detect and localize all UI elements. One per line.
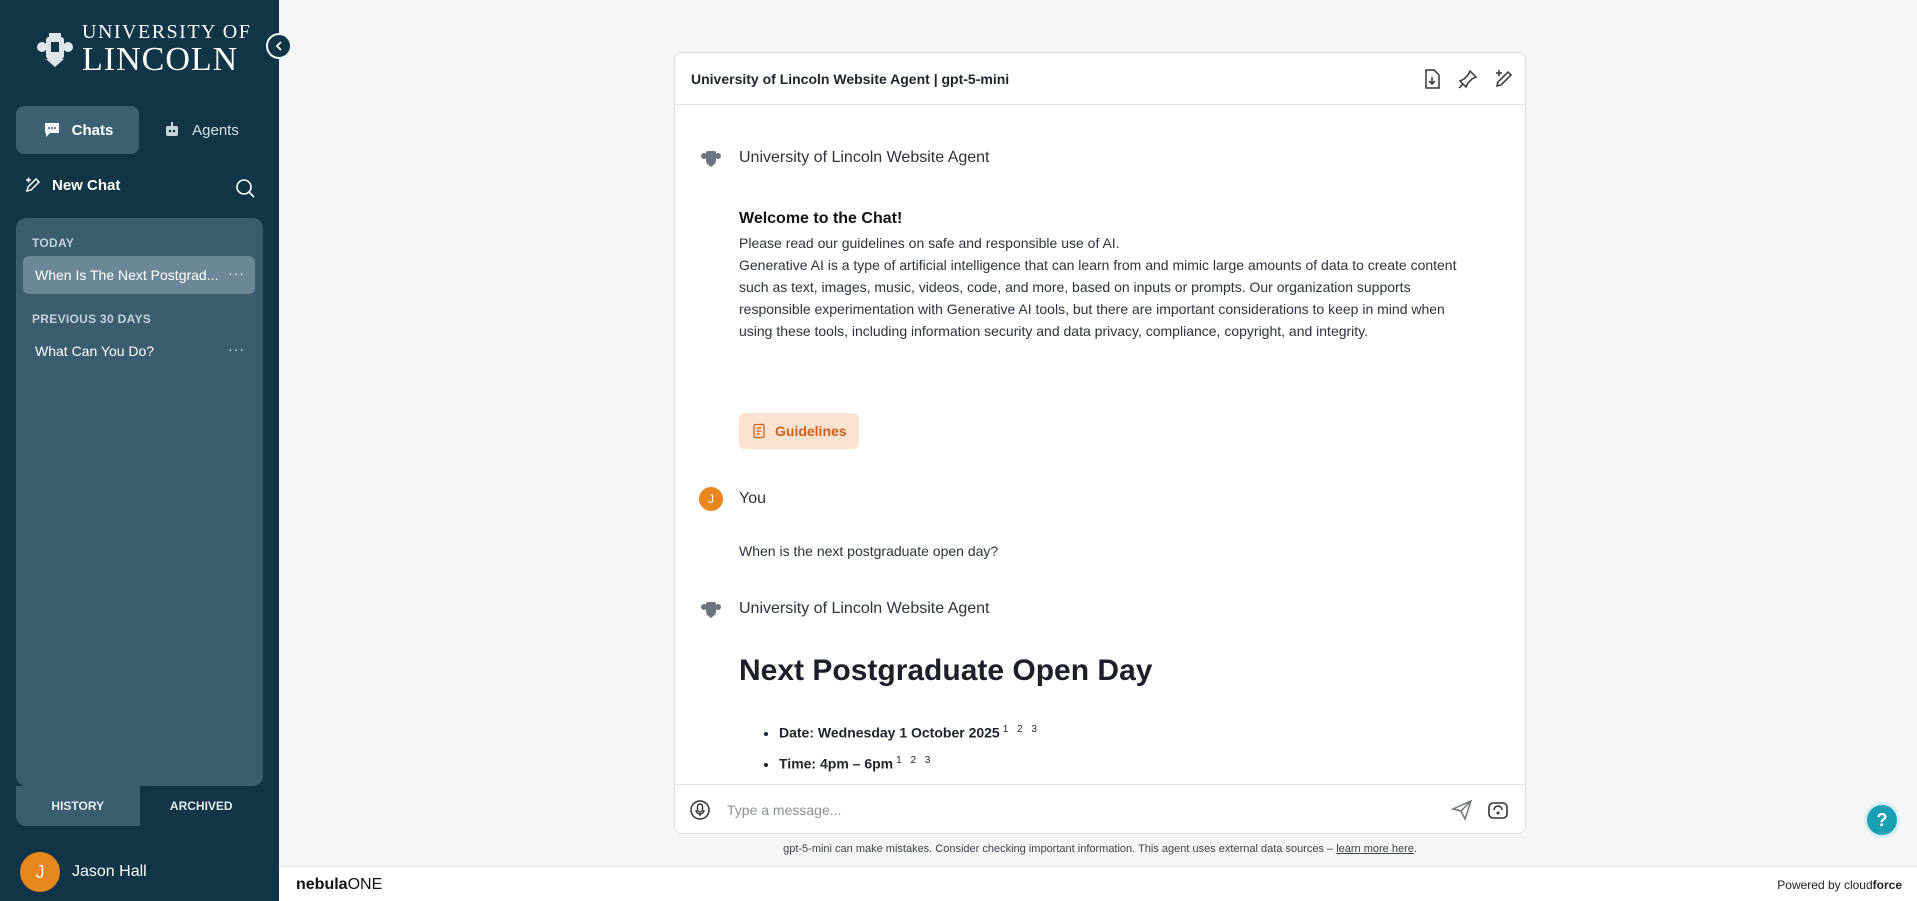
microphone-icon[interactable] [689, 799, 711, 821]
agent-crest-icon [699, 597, 723, 621]
tab-archived[interactable]: ARCHIVED [140, 786, 264, 826]
powered-brand-a: cloud [1843, 878, 1873, 892]
university-logo[interactable] [34, 22, 251, 77]
edit-icon[interactable] [1493, 68, 1515, 90]
chat-item-what-can-you-do[interactable] [23, 332, 255, 370]
user-profile[interactable] [20, 852, 147, 892]
powered-brand-b: force [1872, 878, 1902, 892]
welcome-body: Generative AI is a type of artificial intelligence that can learn from and mimic large amounts of data to create content such as text, images, music, videos, code, and more, based on inputs or prompts. Our organization supports responsible experimentation with Generative AI tools, but there are important considerations to keep in mind when using these tools, including information security and data privacy, compliance, copyright, and integrity. [739, 257, 1457, 339]
document-icon [751, 423, 767, 439]
chat-history-panel [16, 218, 263, 786]
section-previous-label: PREVIOUS 30 DAYS [32, 312, 152, 326]
list-item [779, 750, 1342, 778]
send-icon[interactable] [1450, 798, 1474, 822]
footer [279, 866, 1917, 901]
logo-line1: UNIVERSITY OF [82, 21, 252, 43]
user-message-header [699, 487, 766, 511]
learn-more-link[interactable]: learn more here [1336, 843, 1414, 855]
sidebar-tabs [16, 106, 262, 154]
search-icon[interactable] [234, 177, 256, 199]
chat-icon [42, 120, 62, 140]
more-options-icon[interactable]: ··· [228, 265, 245, 281]
chat-header [675, 53, 1525, 105]
brand-part-a: nebula [296, 876, 348, 893]
brand-part-b: ONE [347, 876, 383, 893]
disclaimer [674, 843, 1526, 855]
disclaimer-end: . [1413, 843, 1417, 855]
tab-agents[interactable] [139, 106, 262, 154]
welcome-message [739, 208, 1479, 342]
user-avatar: J [699, 487, 723, 511]
citation-refs[interactable]: 1 2 3 [896, 755, 934, 766]
nebula-logo [296, 876, 382, 894]
agent-crest-icon [699, 146, 723, 170]
tab-chats[interactable] [16, 106, 139, 154]
export-icon[interactable] [1421, 68, 1443, 90]
pin-icon[interactable] [1457, 68, 1479, 90]
user-question: When is the next postgraduate open day? [739, 543, 999, 559]
item-label: Date: Wednesday 1 October 2025 [779, 724, 1000, 741]
new-chat-button[interactable] [24, 176, 120, 194]
agent-name: University of Lincoln Website Agent [739, 149, 990, 166]
welcome-heading: Welcome to the Chat! [739, 210, 903, 227]
chat-panel [674, 52, 1526, 834]
item-label: Time: 4pm – 6pm [779, 755, 894, 772]
chat-item-label: When Is The Next Postgrad... [35, 267, 219, 283]
disclaimer-text: gpt-5-mini can make mistakes. Consider checking important information. This agent uses external data sources – [783, 843, 1337, 855]
robot-icon [162, 120, 182, 140]
welcome-line: Please read our guidelines on safe and responsible use of AI. [739, 235, 1120, 251]
more-options-icon[interactable]: ··· [228, 341, 245, 357]
list-item [779, 719, 1342, 750]
agent-message-header [699, 146, 990, 170]
history-archive-tabs [16, 786, 263, 826]
agent-message-header [699, 597, 990, 621]
user-label: You [739, 490, 766, 507]
new-chat-icon [24, 176, 42, 194]
citation-refs[interactable]: 1 2 3 [1002, 724, 1040, 735]
new-chat-label: New Chat [52, 176, 121, 194]
agent-switch-icon[interactable] [1486, 798, 1510, 822]
guidelines-button[interactable] [739, 413, 859, 449]
help-icon: ? [1876, 809, 1888, 830]
answer-heading: Next Postgraduate Open Day [739, 654, 1153, 687]
section-today-label: TODAY [32, 236, 75, 250]
agent-name: University of Lincoln Website Agent [739, 600, 990, 617]
avatar: J [20, 852, 60, 892]
chat-title: University of Lincoln Website Agent | gpt-5-mini [691, 70, 1010, 87]
collapse-sidebar-button[interactable] [266, 33, 292, 59]
chat-item-label: What Can You Do? [35, 343, 155, 359]
answer-list [779, 719, 1342, 778]
powered-prefix: Powered by [1777, 878, 1844, 892]
crest-icon [34, 29, 76, 71]
chat-item-postgrad[interactable] [23, 256, 255, 294]
powered-by [1777, 878, 1902, 892]
chevron-left-icon [273, 40, 285, 52]
tab-agents-label: Agents [192, 121, 239, 139]
message-input[interactable] [727, 797, 1407, 823]
tab-history[interactable]: HISTORY [16, 786, 140, 826]
help-button[interactable] [1864, 802, 1900, 838]
logo-line2: LINCOLN [82, 41, 239, 78]
user-name: Jason Hall [72, 863, 147, 880]
tab-chats-label: Chats [71, 121, 114, 139]
message-composer [675, 784, 1525, 834]
guidelines-label: Guidelines [775, 423, 847, 439]
sidebar [0, 0, 279, 901]
message-list[interactable] [675, 106, 1525, 778]
